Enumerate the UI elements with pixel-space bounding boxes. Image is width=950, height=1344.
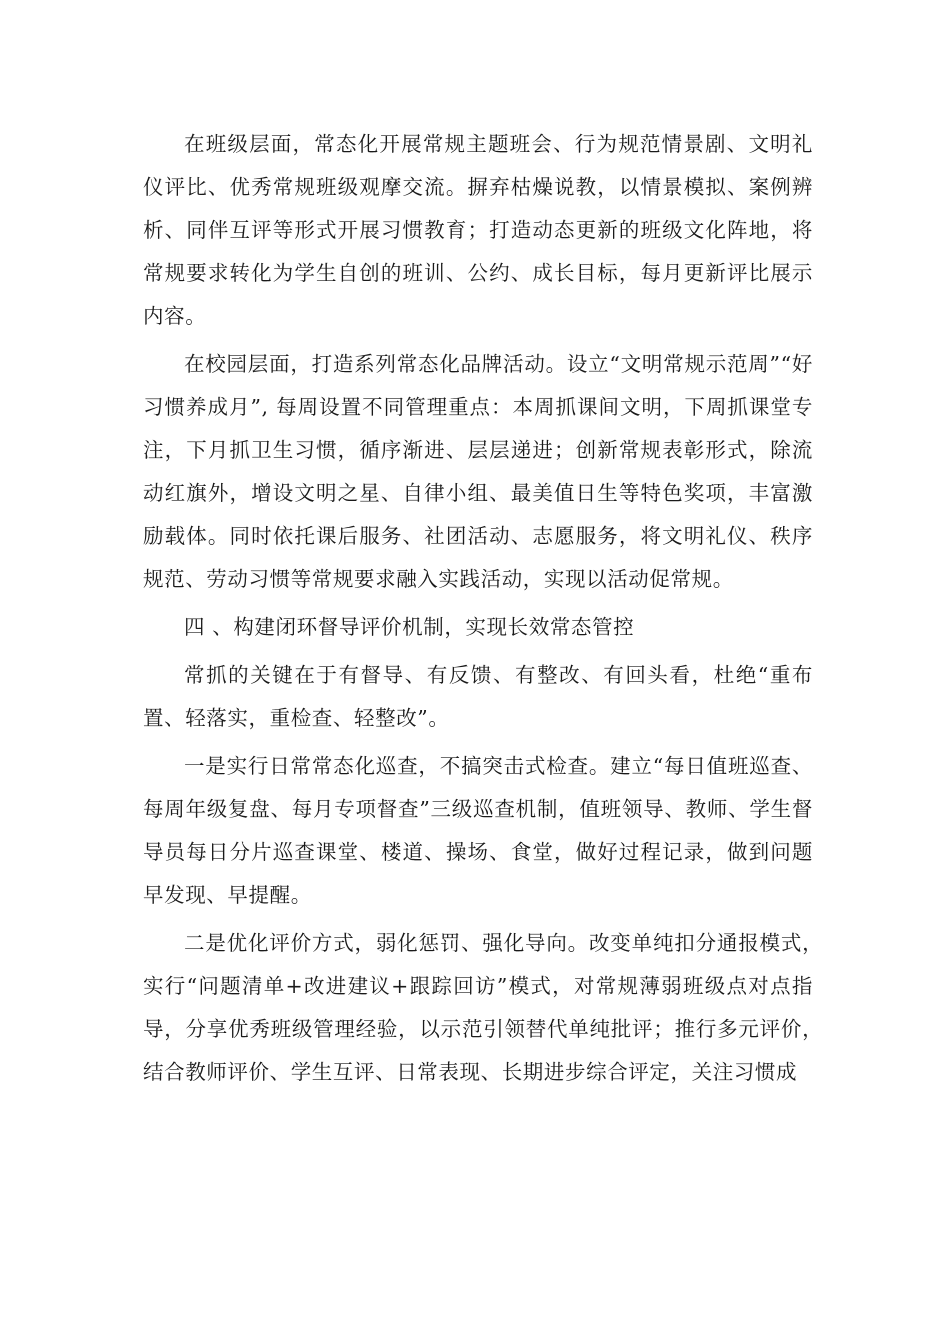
document-body [143, 123, 835, 1094]
paragraph-class-level: 在班级层面，常态化开展常规主题班会、行为规范情景剧、文明礼仪评比、优秀常规班级观摩交流。摒弃枯燥说教，以情景模拟、案例辨析、同伴互评等形式开展习惯教育；打造动态更新的班级文化阵地，将常规要求转化为学生自创的班训、公约、成长目标，每月更新评比展示内容。 [143, 132, 813, 328]
paragraph-campus-level: 在校园层面，打造系列常态化品牌活动。设立“文明常规示范周”“好习惯养成月”, 每周设置不同管理重点：本周抓课间文明，下周抓课堂专注，下月抓卫生习惯，循序渐进、层层递进；创新常规表彰形式，除流动红旗外，增设文明之星、自律小组、最美值日生等特色奖项，丰富激励载体。同时依托课后服务、社团活动、志愿服务，将文明礼仪、秩序规范、劳动习惯等常规要求融入实践活动，实现以活动促常规。 [143, 352, 813, 591]
section-heading-four: 四 、构建闭环督导评价机制，实现长效常态管控 [184, 615, 635, 639]
paragraph-evaluation-method: 二是优化评价方式，弱化惩罚、强化导向。改变单纯扣分通报模式， 实行“问题清单+改进建议+跟踪回访”模式，对常规薄弱班级点对点指 导，分享优秀班级管理经验，以示范引领替代单纯批评；推行多元评价， 结合教师评价、学生互评、日常表现、长期进步综合评定，关注习惯成 [143, 931, 835, 1084]
paragraph-key-points: 常抓的关键在于有督导、有反馈、有整改、有回头看，杜绝“重布置、轻落实，重检查、轻整改”。 [143, 663, 813, 730]
paragraph-daily-inspection: 一是实行日常常态化巡查，不搞突击式检查。建立“每日值班巡查、每周年级复盘、每月专项督查”三级巡查机制，值班领导、教师、学生督导员每日分片巡查课堂、楼道、操场、食堂，做好过程记录，做到问题早发现、早提醒。 [143, 754, 813, 907]
